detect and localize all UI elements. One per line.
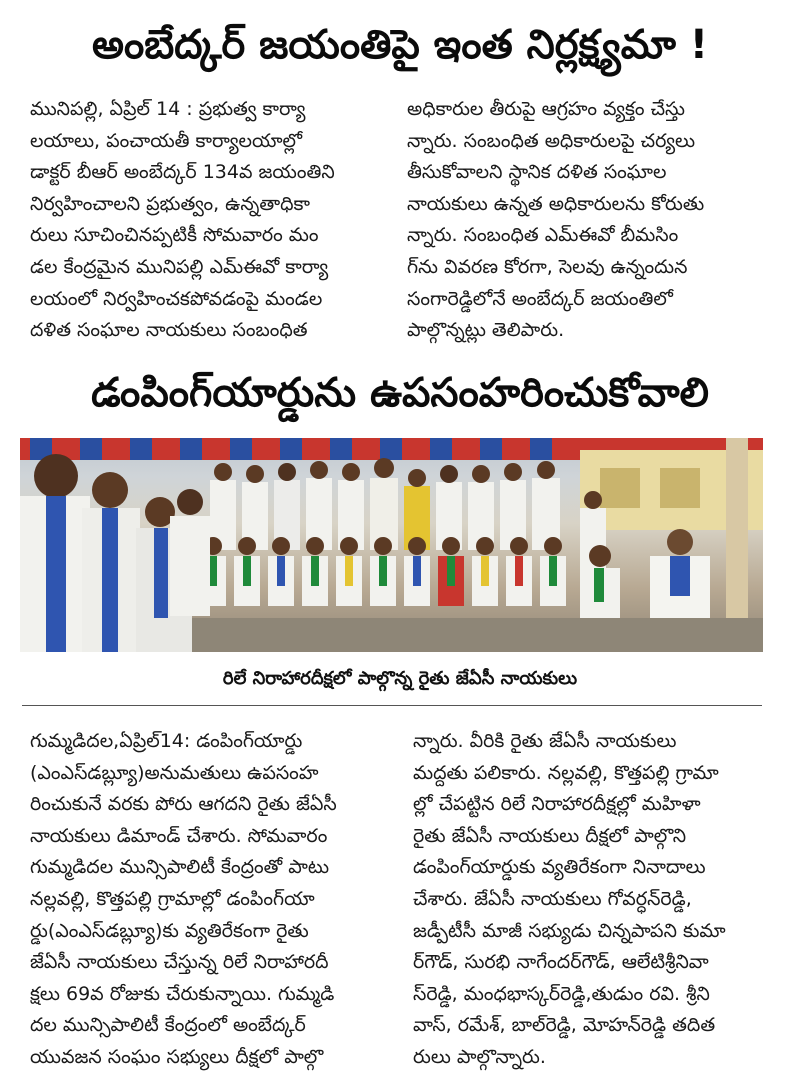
article-2-left-line: నాయకులు డిమాండ్ చేశారు. సోమవారం <box>30 824 328 847</box>
article-1-left-line: లయంలో నిర్వహించకపోవడంపై మండల <box>30 287 323 310</box>
article-2-right-line: స్‌రెడ్డి, మంధభాస్కర్‌రెడ్డి,తుడుం రవి. శ్రీని <box>413 982 710 1005</box>
photo-illustration <box>20 438 763 652</box>
article-2-left-line: క్షలు 69వ రోజుకు చేరుకున్నాయి. గుమ్మడి <box>30 982 335 1005</box>
article-1-left-line: డల కేంద్రమైన మునిపల్లి ఎమ్ఈవో కార్యా <box>30 255 329 278</box>
article-2-left-line: జేఏసీ నాయకులు చేస్తున్న రిలే నిరాహారదీ <box>30 951 329 974</box>
divider-line <box>22 705 762 706</box>
article-2-left-line: గుమ్మడిదల,ఏప్రిల్14: డంపింగ్‌యార్డు <box>30 730 303 752</box>
photo-caption: రిలే నిరాహారదీక్షలో పాల్గొన్న రైతు జేఏసీ నాయకులు <box>222 668 578 689</box>
article-1-left-line: నిర్వహించాలని ప్రభుత్వం, ఉన్నతాధికా <box>30 192 310 215</box>
article-2-left-line: ర్డు(ఎంఎస్‌డబ్ల్యూ)కు వ్యతిరేకంగా రైతు <box>30 919 309 942</box>
article-1-column-left <box>30 94 386 347</box>
article-2-left-line: రించుకునే వరకు పోరు ఆగదని రైతు జేఏసీ <box>30 793 337 816</box>
article-1-right-line: న్నారు. సంబంధిత అధికారులపై చర్యలు <box>407 129 696 152</box>
article-2-right-line: న్నారు. వీరికి రైతు జేఏసీ నాయకులు <box>413 730 677 752</box>
article-1-right-line: గ్‌ను వివరణ కోరగా, సెలవు ఉన్నందున <box>407 255 688 278</box>
article-1-left-line: దళిత సంఘాల నాయకులు సంబంధిత <box>30 319 308 342</box>
article-2-right-line: ల్లో చేపట్టిన రిలే నిరాహారదీక్షల్లో మహిళా <box>413 793 701 816</box>
article-2-right-line: రులు పాల్గొన్నారు. <box>413 1045 546 1068</box>
article-2-right-line: మద్దతు పలికారు. నల్లవల్లి, కొత్తపల్లి గ్రామా <box>413 761 719 784</box>
article-2-left-line: నల్లవల్లి, కొత్తపల్లి గ్రామాల్లో డంపింగ్‌యా <box>30 887 315 910</box>
article-1-right-line: నాయకులు ఉన్నత అధికారులను కోరుతు <box>407 192 705 215</box>
article-1-right-line: న్నారు. సంబంధిత ఎమ్ఈవో బీమసిం <box>407 224 679 247</box>
article-2-right-line: రైతు జేఏసీ నాయకులు దీక్షలో పాల్గొని <box>413 824 687 847</box>
article-2-column-right <box>413 726 769 1074</box>
article-1-left-line: రులు సూచించినప్పటికీ సోమవారం మం <box>30 224 319 247</box>
people-foreground-left <box>20 454 210 652</box>
article-2-right-line: డంపింగ్‌యార్డుకు వ్యతిరేకంగా నినాదాలు <box>413 856 706 879</box>
article-2-left-line: యువజన సంఘం సభ్యులు దీక్షలో పాల్గొ <box>30 1045 324 1068</box>
article-1-left-line: డాక్టర్ బీఆర్ అంబేద్కర్ 134వ జయంతిని <box>30 161 335 184</box>
article-1-right-line: అధికారుల తీరుపై ఆగ్రహం వ్యక్తం చేస్తు <box>407 98 685 120</box>
news-photo-protest <box>20 438 763 652</box>
article-1-right-line: తీసుకోవాలని స్థానిక దళిత సంఘాల <box>407 161 667 184</box>
article-2-right-line: జడ్పీటీసీ మాజీ సభ్యుడు చిన్నపాపని కుమా <box>413 919 726 942</box>
article-2-right-line: ర్‌గౌడ్, సురభి నాగేందర్‌గౌడ్, ఆలేటిశ్రీనివా <box>413 951 709 974</box>
article-2-column-left <box>30 726 386 1074</box>
article-1-right-line: సంగారెడ్డిలోనే అంబేద్కర్ జయంతిలో <box>407 287 673 310</box>
people-seated-row <box>200 529 710 618</box>
headline-dumping-yard: డంపింగ్‌యార్డును ఉపసంహరించుకోవాలి <box>91 370 709 416</box>
article-2-right-line: చేశారు. జేఏసీ నాయకులు గోవర్ధన్‌రెడ్డి, <box>413 887 692 910</box>
article-1-left-line: మునిపల్లి, ఏప్రిల్ 14 : ప్రభుత్వ కార్యా <box>30 98 306 120</box>
headline-ambedkar-jayanti: అంబేద్కర్ జయంతిపై ఇంత నిర్లక్ష్యమా ! <box>91 22 709 68</box>
article-1-left-line: లయాలు, పంచాయతీ కార్యాలయాల్లో <box>30 129 303 152</box>
article-1-column-right <box>407 94 767 347</box>
article-2-left-line: (ఎంఎస్‌డబ్ల్యూ)అనుమతులు ఉపసంహ <box>30 761 319 784</box>
article-2-left-line: గుమ్మడిదల మున్సిపాలిటీ కేంద్రంతో పాటు <box>30 856 330 879</box>
article-2-right-line: వాస్, రమేశ్, బాల్‌రెడ్డి, మోహన్‌రెడ్డి తదిత <box>413 1014 716 1037</box>
article-1-right-line: పాల్గొన్నట్లు తెలిపారు. <box>407 319 565 342</box>
article-2-left-line: దల మున్సిపాలిటీ కేంద్రంలో అంబేద్కర్ <box>30 1014 306 1037</box>
